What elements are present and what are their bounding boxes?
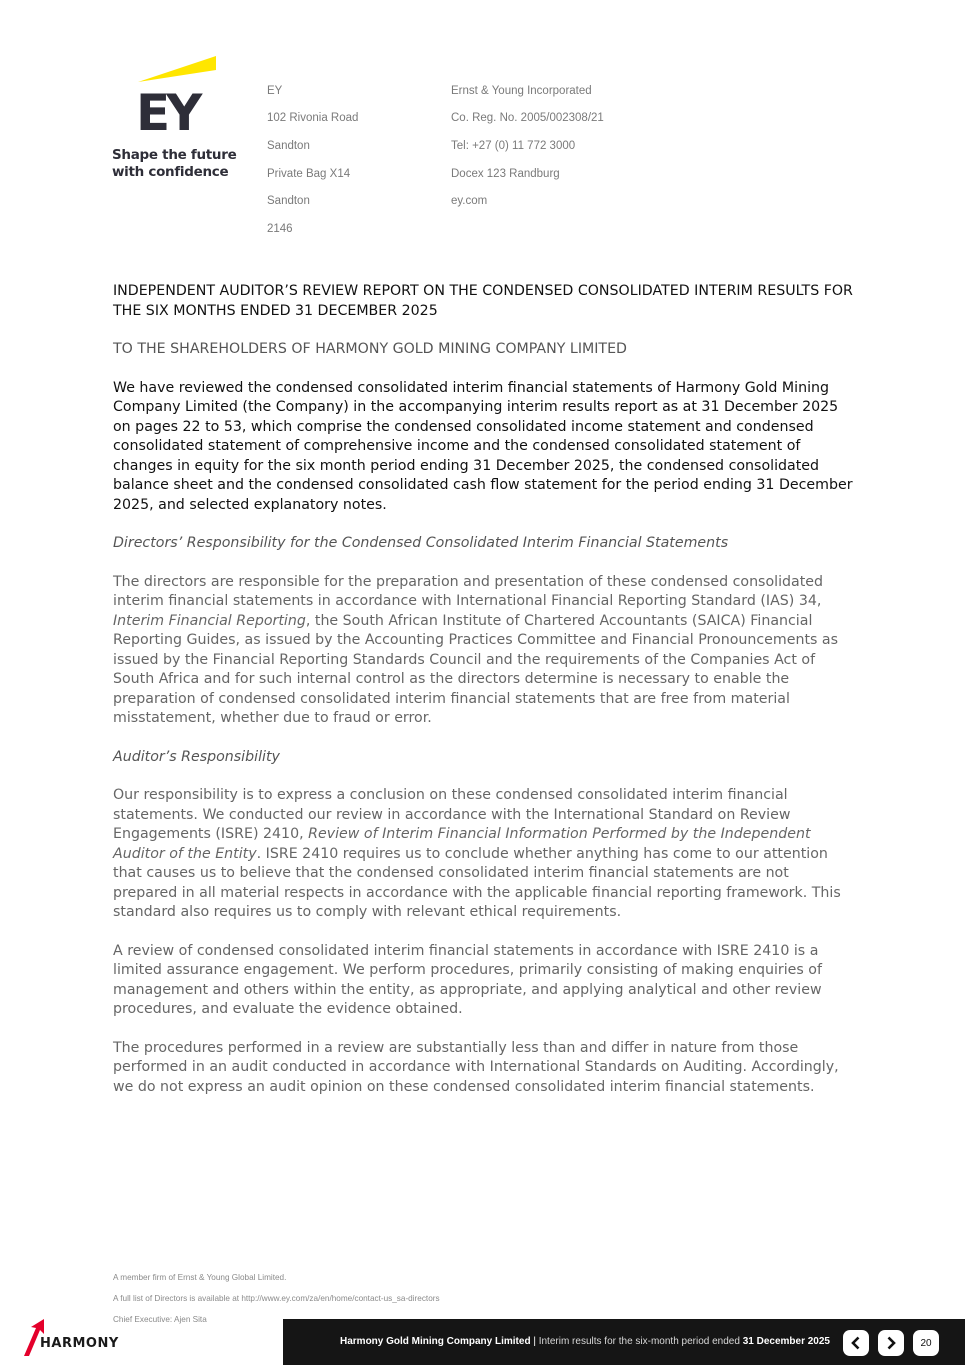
address-line: Sandton xyxy=(267,139,310,152)
company-detail-line: Tel: +27 (0) 11 772 3000 xyxy=(451,139,576,152)
ey-company-details xyxy=(451,71,604,223)
report-body xyxy=(113,282,853,1116)
footer-caption xyxy=(340,1336,830,1347)
chevron-left-icon xyxy=(850,1336,862,1350)
intro-paragraph: We have reviewed the condensed consolidated interim financial statements of Harmony Gold Mining Company Limited (the Company) in the accompanying interim results report as at 31 December 2025 on pages 22 to 53, which comprise the condensed consolidated income statement and condensed consolidated statement of comprehensive income and the condensed consolidated statement of changes in equity for the six month period ending 31 December 2025, the condensed consolidated balance sheet and the condensed consolidated cash flow statement for the period ending 31 December 2025, and selected explanatory notes. xyxy=(113,379,853,513)
harmony-logo: HARMONY xyxy=(40,1336,119,1351)
paragraph-text: The directors are responsible for the preparation and presentation of these condensed consolidated interim financial statements in accordance with International Financial Reporting Standard (IAS) 34, xyxy=(113,573,824,609)
ey-tagline: Shape the future with confidence xyxy=(112,147,237,180)
previous-page-button[interactable] xyxy=(843,1330,869,1356)
standard-title: Interim Financial Reporting xyxy=(113,612,306,629)
address-line: Private Bag X14 xyxy=(267,167,351,180)
footer-period-date: 31 December 2025 xyxy=(742,1336,830,1347)
review-limitation-paragraph: The procedures performed in a review are substantially less than and differ in nature from those performed in an audit conducted in accordance with International Standards on Auditing. Accordingly, we do not express an audit opinion on these condensed consolidated interim financial statements. xyxy=(113,1039,839,1095)
footer-company-name: Harmony Gold Mining Company Limited xyxy=(340,1336,531,1347)
footnote-line: A full list of Directors is available at http://www.ey.com/za/en/home/contact-us_sa-directors xyxy=(113,1293,440,1303)
ey-logo-slash xyxy=(138,54,218,84)
paragraph-text: Our responsibility is to express a conclusion on these condensed consolidated interim financial statements. We conducted our review in accordance with the International Standard on Review Engagements (ISRE) 2410, xyxy=(113,787,791,842)
ey-logo: EY xyxy=(136,84,199,142)
footnote-line: Chief Executive: Ajen Sita xyxy=(113,1314,207,1324)
ey-address-block xyxy=(267,71,358,250)
page-number: 20 xyxy=(913,1330,939,1356)
report-addressee: TO THE SHAREHOLDERS OF HARMONY GOLD MINING COMPANY LIMITED xyxy=(113,341,627,357)
auditor-responsibility-paragraph xyxy=(113,786,853,923)
address-line: 2146 xyxy=(267,222,293,235)
company-detail-line: ey.com xyxy=(451,195,488,208)
directors-responsibility-heading: Directors’ Responsibility for the Condensed Consolidated Interim Financial Statements xyxy=(113,535,729,551)
address-line: EY xyxy=(267,84,283,97)
paragraph-text: , the South African Institute of Chartered Accountants (SAICA) Financial Reporting Guides, as issued by the Accounting Practices Committee and Financial Pronouncements as issued by the Financial Reporting Standards Council and the requirements of the Companies Act of South Africa and for such internal control as the directors determine is necessary to enable the preparation of condensed consolidated interim financial statements that are free from material misstatement, whether due to fraud or error. xyxy=(113,612,838,726)
company-detail-line: Docex 123 Randburg xyxy=(451,167,560,180)
company-detail-line: Co. Reg. No. 2005/002308/21 xyxy=(451,112,604,125)
address-line: Sandton xyxy=(267,195,310,208)
next-page-button[interactable] xyxy=(878,1330,904,1356)
auditor-responsibility-heading: Auditor’s Responsibility xyxy=(113,748,280,765)
report-title: INDEPENDENT AUDITOR’S REVIEW REPORT ON THE CONDENSED CONSOLIDATED INTERIM RESULTS FOR THE SIX MONTHS ENDED 31 DECEMBER 2025 xyxy=(113,283,853,319)
footnote-line: A member firm of Ernst & Young Global Limited. xyxy=(113,1272,287,1282)
address-line: 102 Rivonia Road xyxy=(267,112,359,125)
review-scope-paragraph: A review of condensed consolidated interim financial statements in accordance with ISRE 2410 is a limited assurance engagement. We perform procedures, primarily consisting of making enquiries of management and others within the entity, as appropriate, and applying analytical and other review procedures, and evaluate the evidence obtained. xyxy=(113,942,822,1017)
chevron-right-icon xyxy=(885,1336,897,1350)
company-detail-line: Ernst & Young Incorporated xyxy=(451,84,592,97)
footer-separator: | xyxy=(530,1336,539,1347)
directors-responsibility-paragraph xyxy=(113,573,853,729)
paragraph-text: . ISRE 2410 requires us to conclude whether anything has come to our attention that causes us to believe that the condensed consolidated interim financial statements are not prepared in all material respects in accordance with the applicable financial reporting framework. This standard also requires us to comply with relevant ethical requirements. xyxy=(113,845,841,920)
footer-period-text: Interim results for the six-month period ended xyxy=(538,1336,743,1347)
standard-title: Review of Interim Financial Information Performed by the Independent Auditor of the Entity xyxy=(113,826,811,862)
